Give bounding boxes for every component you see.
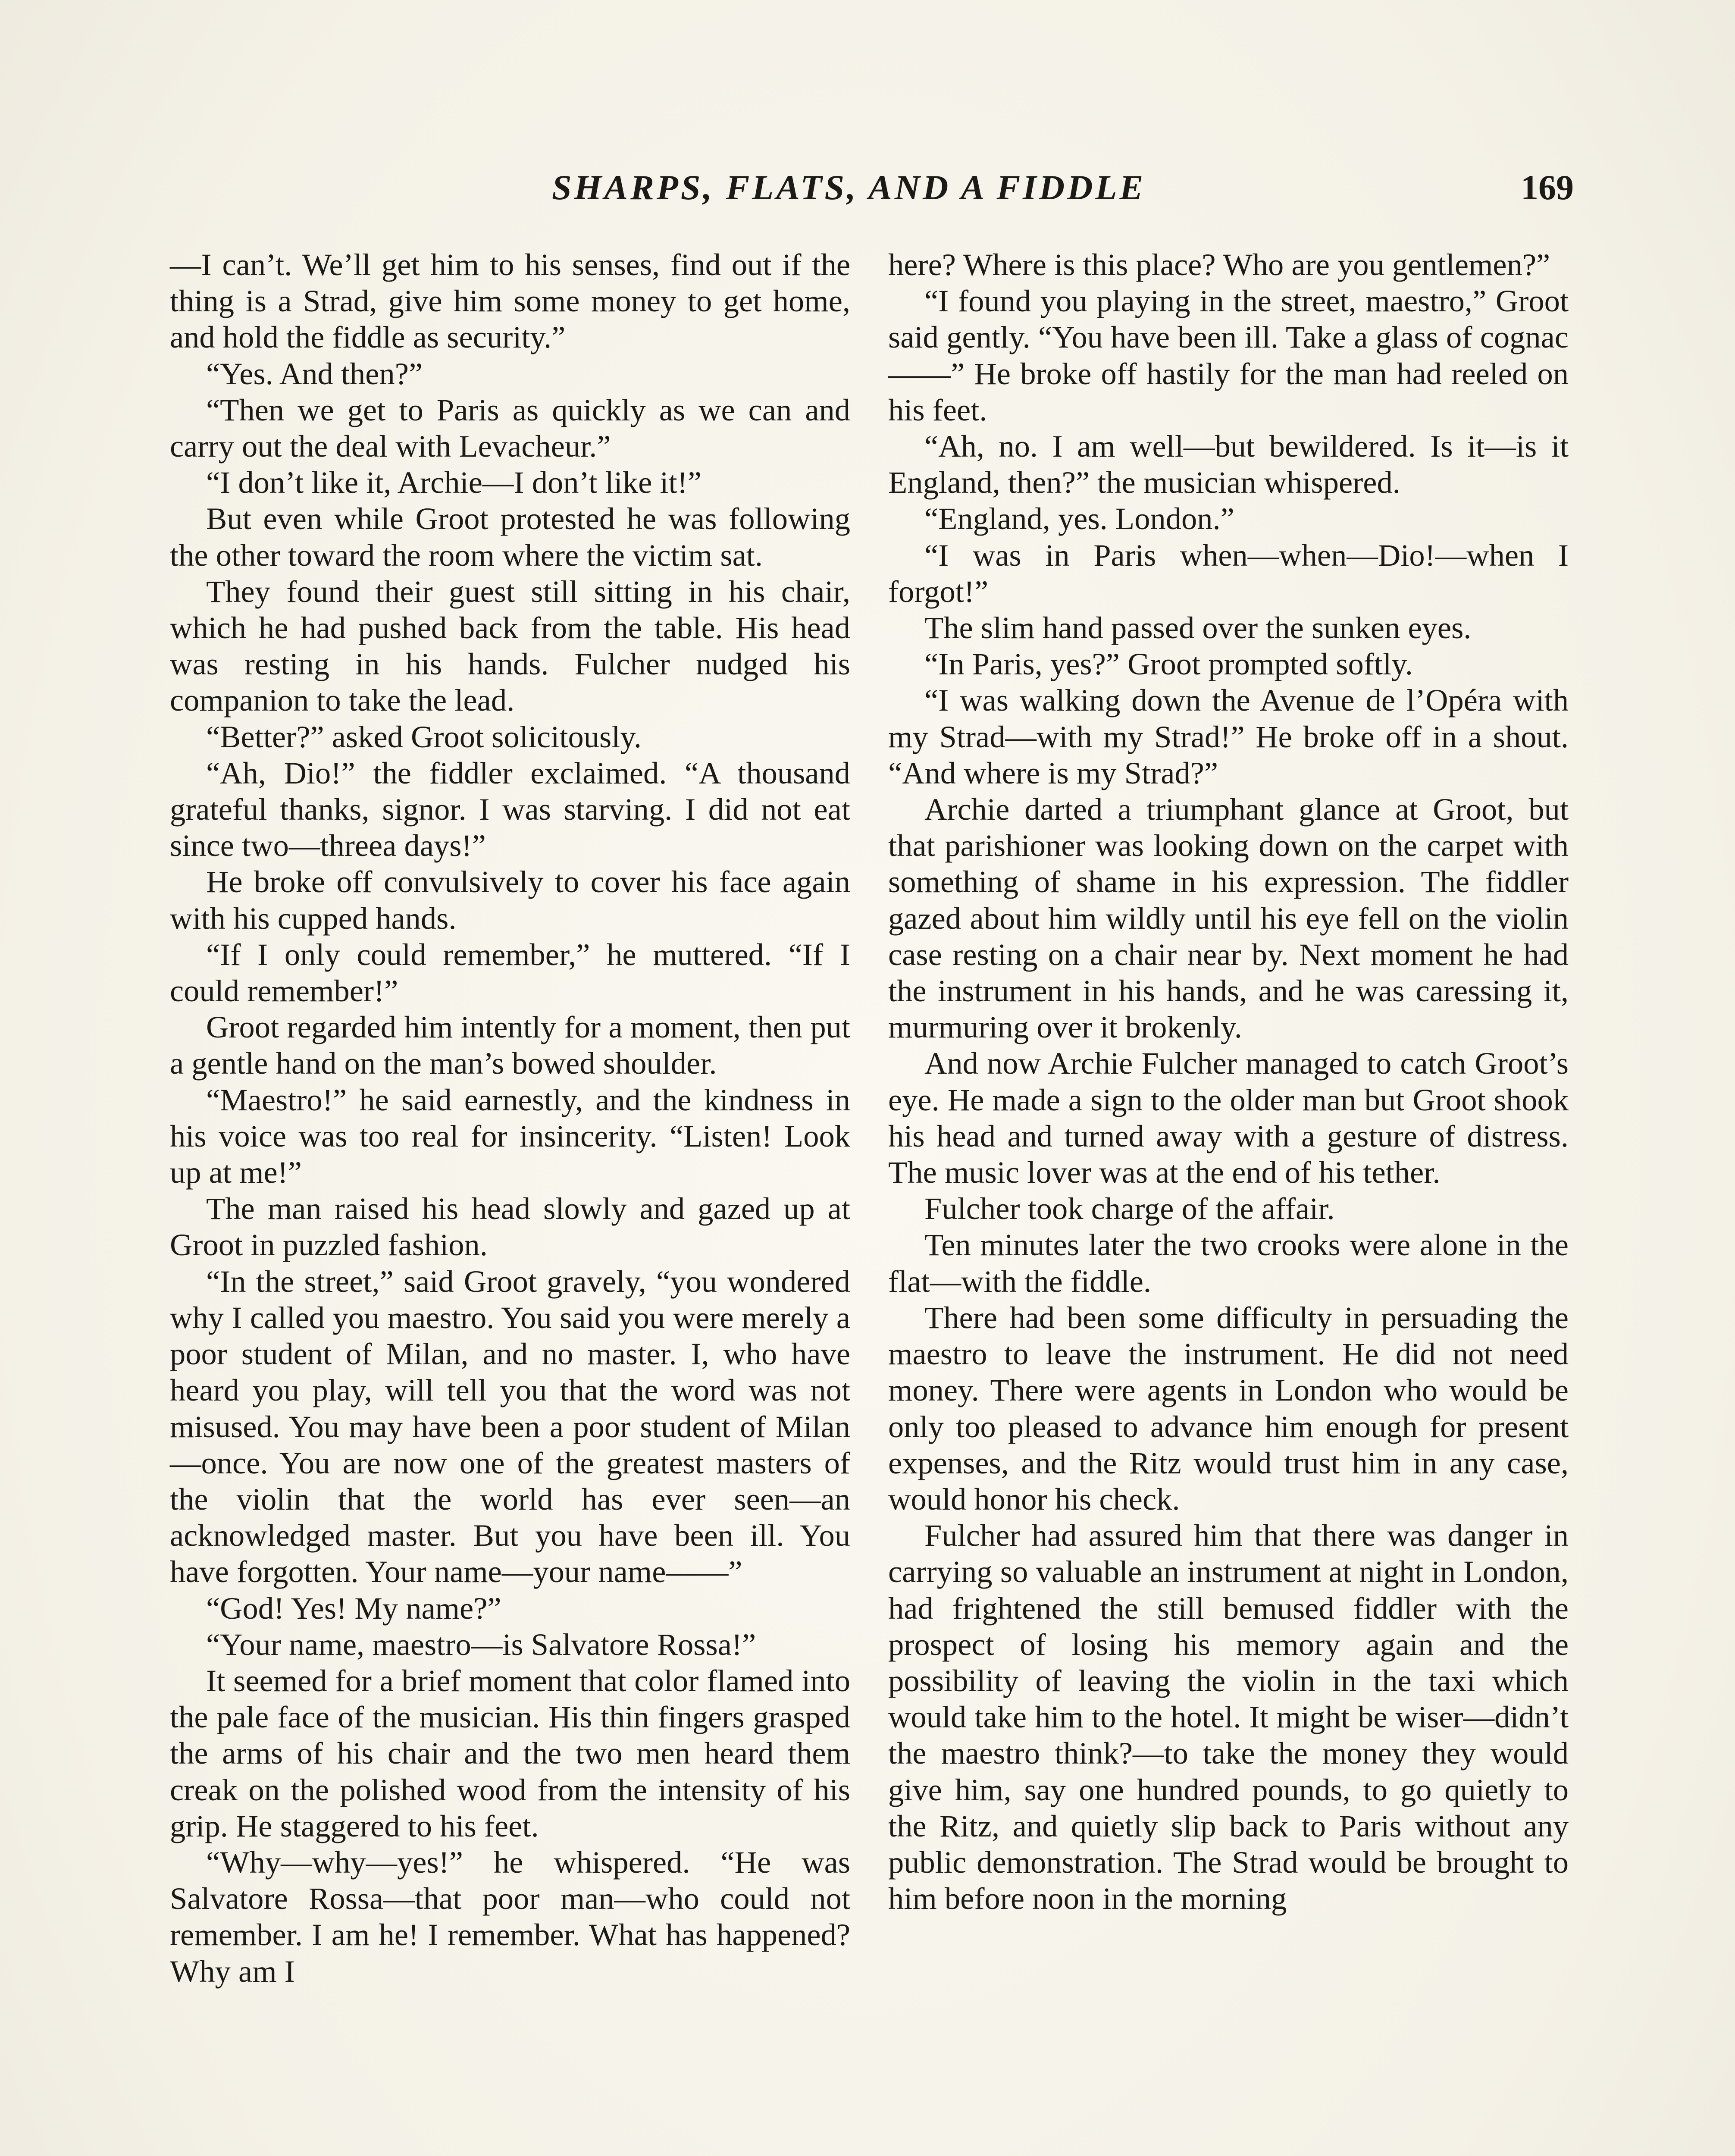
page-header [457,167,1574,215]
paragraph: “Yes. And then?” [206,356,423,391]
paragraph: “I found you playing in the street, maestro,” Groot said gently. “You have been ill. Take a glass of cognac——” He broke off hastily for the man had reeled on his feet. [888,283,1569,427]
paragraph: Fulcher took charge of the affair. [924,1191,1335,1226]
paragraph: But even while Groot protested he was following the other toward the room where the victim sat. [170,501,850,573]
left-text-column [170,247,850,1990]
paragraph: Fulcher had assured him that there was danger in carrying so valuable an instrument at night in London, had frightened the still bemused fiddler with the prospect of losing his memory again and the possibility of leaving the violin in the taxi which would take him to the hotel. It might be wiser—didn’t the maestro think?—to take the money they would give him, say one hundred pounds, to go quietly to the Ritz, and quietly slip back to Paris without any public demonstration. The Strad would be brought to him before noon in the morning [888,1518,1569,1916]
paragraph: “Maestro!” he said earnestly, and the kindness in his voice was too real for insincerity. “Listen! Look up at me!” [170,1082,850,1190]
paragraph: They found their guest still sitting in his chair, which he had pushed back from the table. His head was resting in his hands. Fulcher nudged his companion to take the lead. [170,573,850,718]
paragraph: “I was walking down the Avenue de l’Opéra with my Strad—with my Strad!” He broke off in a shout. “And where is my Strad?” [888,683,1569,790]
running-head: SHARPS, FLATS, AND A FIDDLE [552,168,1146,207]
paragraph: here? Where is this place? Who are you gentlemen?” [888,247,1550,282]
paragraph: “In Paris, yes?” Groot prompted softly. [924,646,1413,682]
paragraph: “God! Yes! My name?” [206,1590,501,1626]
right-text-column [888,247,1569,1917]
paragraph: “Then we get to Paris as quickly as we can and carry out the deal with Levacheur.” [170,392,850,464]
paragraph: —I can’t. We’ll get him to his senses, find out if the thing is a Strad, give him some money to get home, and hold the fiddle as security.” [170,247,850,355]
paragraph: Ten minutes later the two crooks were alone in the flat—with the fiddle. [888,1227,1569,1299]
paragraph: “Your name, maestro—is Salvatore Rossa!” [206,1626,756,1662]
paragraph: He broke off convulsively to cover his face again with his cupped hands. [170,864,850,936]
paragraph: “Ah, no. I am well—but bewildered. Is it—is it England, then?” the musician whispered. [888,429,1569,500]
paragraph: “In the street,” said Groot gravely, “you wondered why I called you maestro. You said you were merely a poor student of Milan, and no master. I, who have heard you play, will tell you that the word was not misused. You may have been a poor student of Milan—once. You are now one of the greatest masters of the violin that the world has ever seen—an acknowledged master. But you have been ill. You have forgotten. Your name—your name——” [170,1263,850,1589]
paragraph: “I was in Paris when—when—Dio!—when I forgot!” [888,537,1569,609]
paragraph: It seemed for a brief moment that color flamed into the pale face of the musician. His thin fingers grasped the arms of his chair and the two men heard them creak on the polished wood from the intensity of his grip. He staggered to his feet. [170,1663,850,1843]
paragraph: “Better?” asked Groot solicitously. [206,719,642,754]
paragraph: “England, yes. London.” [924,501,1234,536]
paragraph: There had been some difficulty in persuading the maestro to leave the instrument. He did not need money. There were agents in London who would be only too pleased to advance him enough for present expenses, and the Ritz would trust him in any case, would honor his check. [888,1300,1569,1517]
paragraph: Archie darted a triumphant glance at Groot, but that parishioner was looking down on the carpet with something of shame in his expression. The fiddler gazed about him wildly until his eye fell on the violin case resting on a chair near by. Next moment he had the instrument in his hands, and he was caressing it, murmuring over it brokenly. [888,792,1569,1045]
paragraph: “Why—why—yes!” he whispered. “He was Salvatore Rossa—that poor man—who could not remember. I am he! I remember. What has happened? Why am I [170,1844,850,1989]
paragraph: The man raised his head slowly and gazed up at Groot in puzzled fashion. [170,1191,850,1263]
page-number: 169 [1521,168,1574,207]
paragraph: The slim hand passed over the sunken eyes. [924,610,1472,646]
paragraph: And now Archie Fulcher managed to catch Groot’s eye. He made a sign to the older man but Groot shook his head and turned away with a gesture of distress. The music lover was at the end of his tether. [888,1046,1569,1190]
paragraph: “Ah, Dio!” the fiddler exclaimed. “A thousand grateful thanks, signor. I was starving. I did not eat since two—threea days!” [170,755,850,863]
paragraph: “I don’t like it, Archie—I don’t like it!” [206,465,702,500]
paragraph: “If I only could remember,” he muttered. “If I could remember!” [170,937,850,1009]
paragraph: Groot regarded him intently for a moment, then put a gentle hand on the man’s bowed shoulder. [170,1009,850,1081]
